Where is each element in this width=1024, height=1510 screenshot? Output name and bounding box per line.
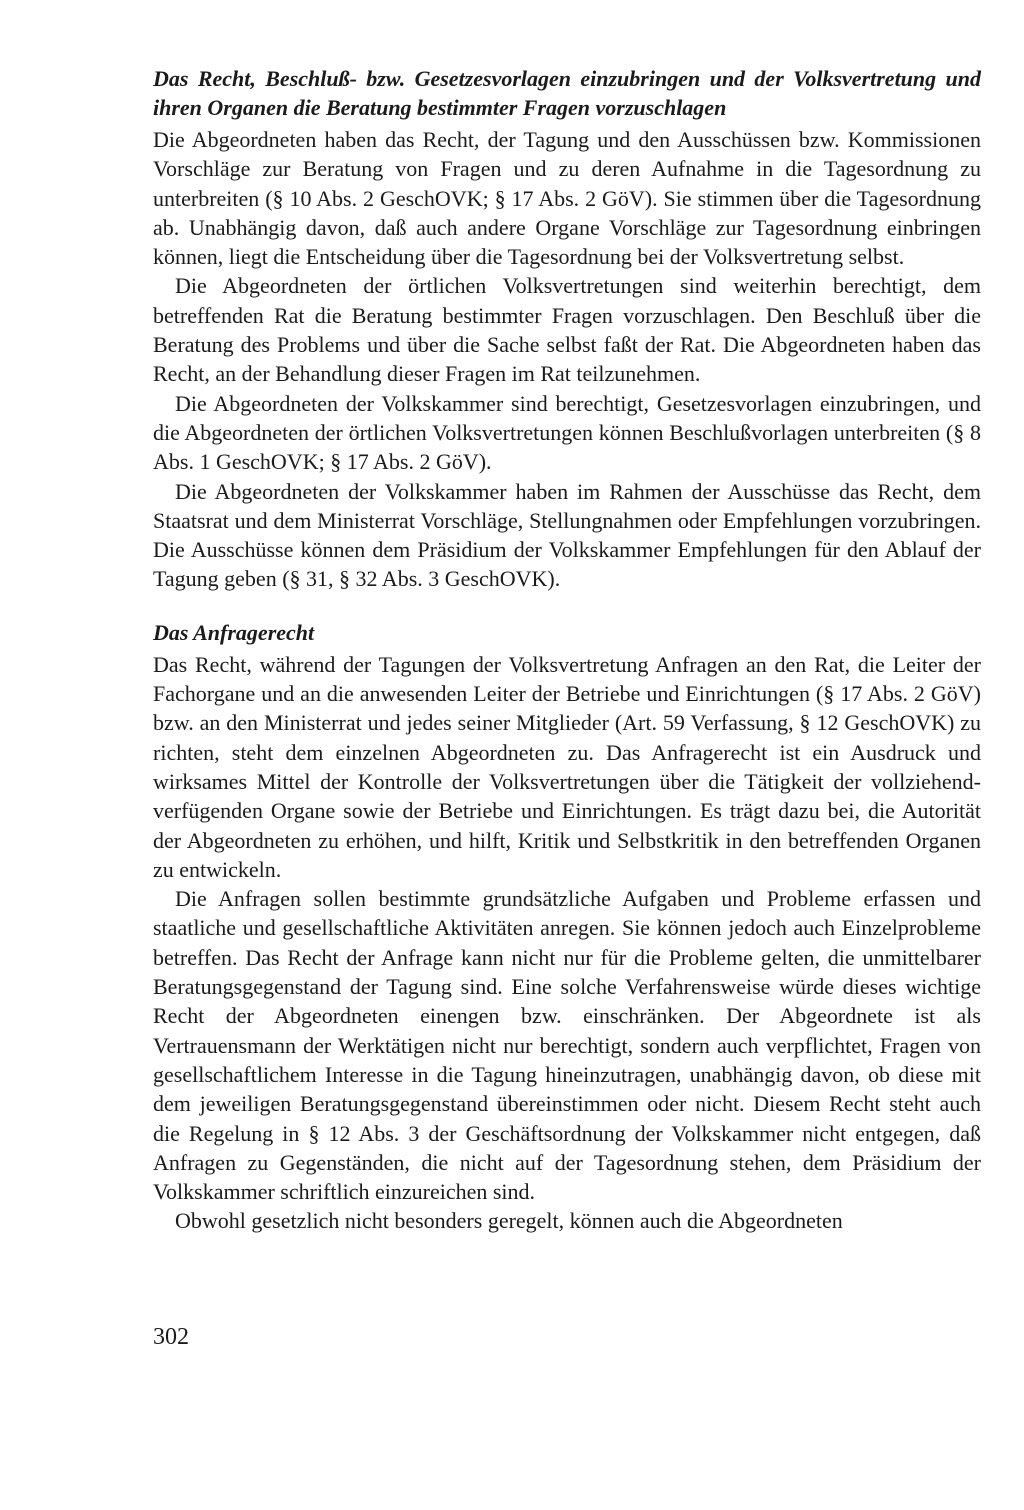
paragraph: Obwohl gesetzlich nicht besonders geregelt, können auch die Abgeordneten (175, 1208, 843, 1234)
paragraph: Die Abgeordneten haben das Recht, der Tagung und den Ausschüssen bzw. Kommissionen Vorschläge zur Beratung von Fragen und zu deren Aufnahme in die Tagesordnung zu unterbreiten (§ 10 Abs. 2 GeschOVK; § 17 Abs. 2 GöV). Sie stimmen über die Tagesordnung ab. Unabhängig davon, daß auch andere Organe Vorschläge zur Tagesordnung einbringen können, liegt die Entscheidung über die Tagesordnung bei der Volksvertretung selbst. (153, 127, 981, 270)
paragraph: Das Recht, während der Tagungen der Volksvertretung Anfragen an den Rat, die Leiter der Fachorgane und an die anwesenden Leiter der Betriebe und Einrichtungen (§ 17 Abs. 2 GöV) bzw. an den Ministerrat und jedes seiner Mitglieder (Art. 59 Verfassung, § 12 GeschOVK) zu richten, steht dem einzelnen Abgeordneten zu. Das Anfragerecht ist ein Ausdruck und wirksames Mittel der Kontrolle der Volksvertretungen über die Tätigkeit der vollziehend-verfügenden Organe sowie der Betriebe und Einrichtungen. Es trägt dazu bei, die Autorität der Abgeordneten zu erhöhen, und hilft, Kritik und Selbstkritik in den betreffenden Organen zu entwickeln. (153, 651, 981, 882)
section-heading-inquiry-right: Das Anfragerecht (153, 619, 315, 645)
paragraph: Die Abgeordneten der Volkskammer haben im Rahmen der Ausschüsse das Recht, dem Staatsrat und dem Ministerrat Vorschläge, Stellungnahmen oder Empfehlungen vorzubringen. Die Ausschüsse können dem Präsidium der Volkskammer Empfehlungen für den Ablauf der Tagung geben (§ 31, § 32 Abs. 3 GeschOVK). (153, 478, 981, 592)
page-number: 302 (153, 1324, 189, 1350)
paragraph: Die Anfragen sollen bestimmte grundsätzliche Aufgaben und Probleme erfassen und staatliche und gesellschaftliche Aktivitäten anregen. Sie können jedoch auch Einzelprobleme betreffen. Das Recht der Anfrage kann nicht nur für die Probleme gelten, die unmittelbarer Beratungsgegenstand der Tagung sind. Eine solche Verfahrensweise würde dieses wichtige Recht der Abgeordneten einengen bzw. einschränken. Der Abgeordnete ist als Vertrauensmann der Werktätigen nicht nur berechtigt, sondern auch verpflichtet, Fragen von gesellschaftlichem Interesse in die Tagung hineinzutragen, unabhängig davon, ob diese mit dem jeweiligen Beratungsgegenstand übereinstimmen oder nicht. Diesem Recht steht auch die Regelung in § 12 Abs. 3 der Geschäftsordnung der Volkskammer nicht entgegen, daß Anfragen zu Gegenständen, die nicht auf der Tagesordnung stehen, dem Präsidium der Volkskammer schriftlich einzureichen sind. (153, 886, 981, 1205)
paragraph: Die Abgeordneten der Volkskammer sind berechtigt, Gesetzesvorlagen einzubringen, und die Abgeordneten der örtlichen Volksvertretungen können Beschlußvorlagen unterbreiten (§ 8 Abs. 1 GeschOVK; § 17 Abs. 2 GöV). (153, 390, 981, 475)
paragraph: Die Abgeordneten der örtlichen Volksvertretungen sind weiterhin berechtigt, dem betreffenden Rat die Beratung bestimmter Fragen vorzuschlagen. Den Beschluß über die Beratung des Problems und über die Sache selbst faßt der Rat. Die Abgeordneten haben das Recht, an der Behandlung dieser Fragen im Rat teilzunehmen. (153, 273, 981, 387)
page-body (153, 64, 981, 1236)
section-heading-initiative-rights: Das Recht, Beschluß- bzw. Gesetzesvorlagen einzubringen und der Volksvertretung und ihren Organen die Beratung bestimmter Fragen vorzuschlagen (153, 66, 981, 120)
